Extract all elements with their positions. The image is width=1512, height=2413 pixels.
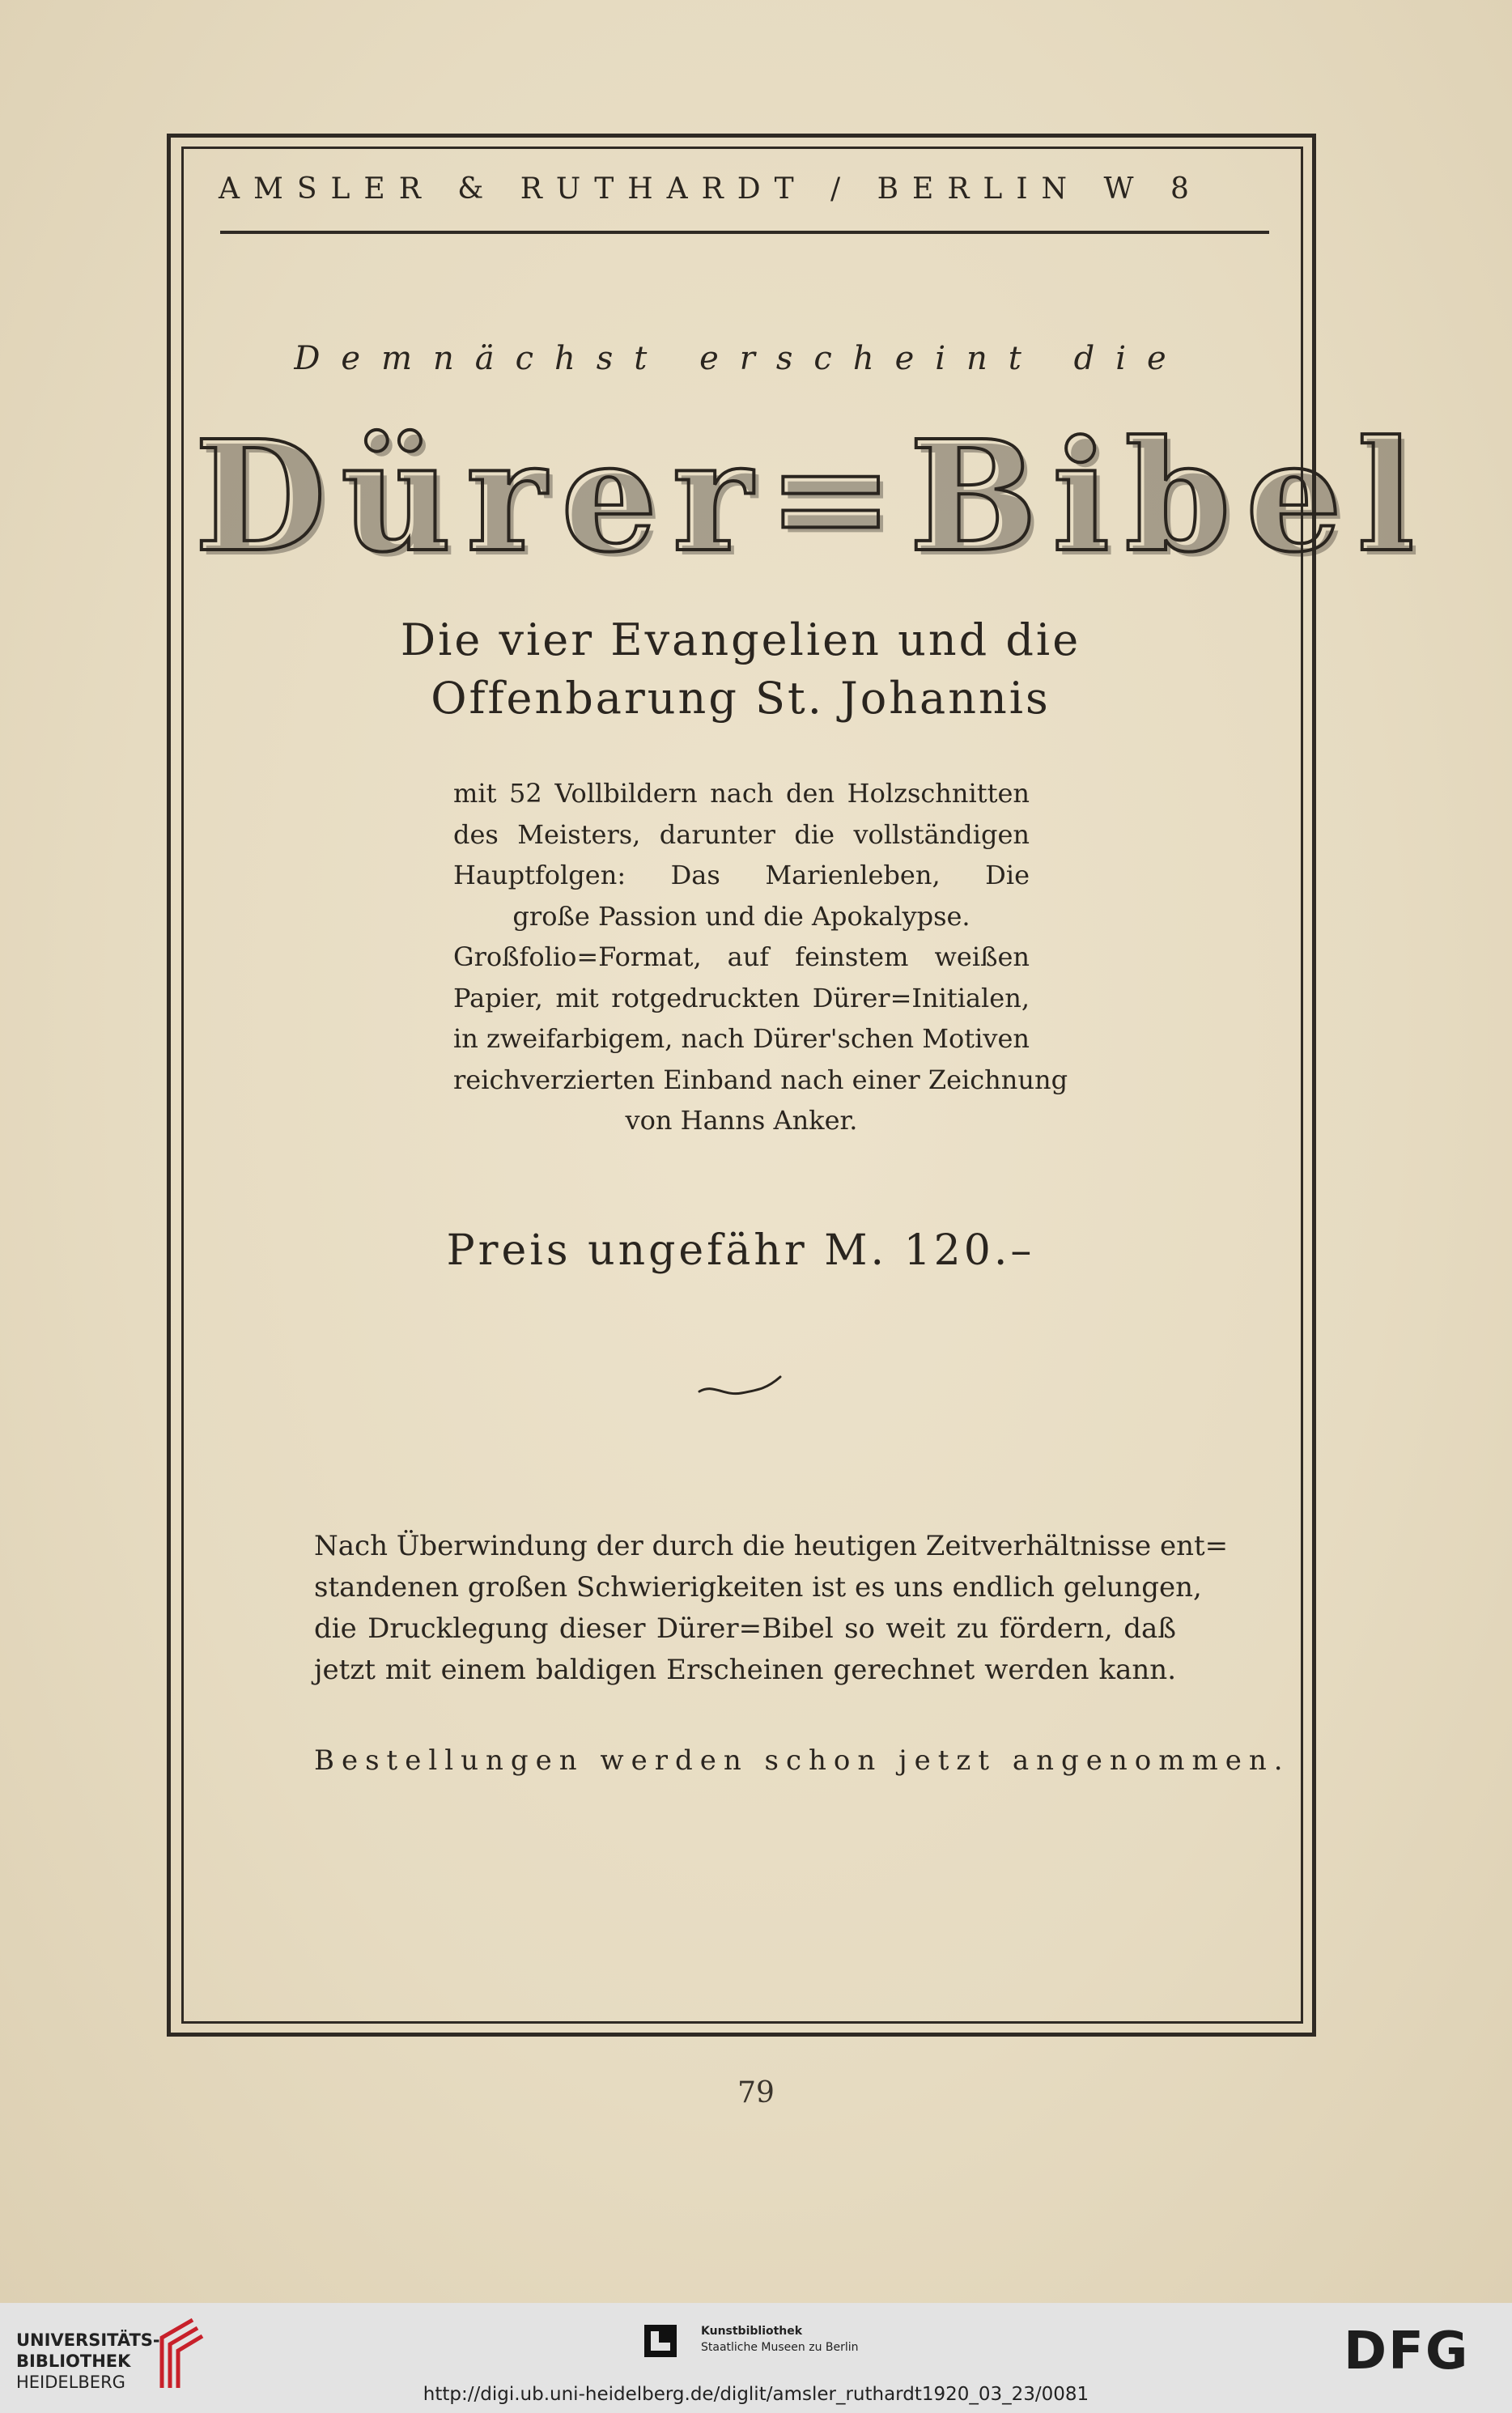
kunstbibliothek-logo-icon[interactable] [644,2325,677,2357]
subtitle [194,611,1287,728]
dfg-logo[interactable]: DFG [1344,2322,1470,2381]
description-line: des Meisters, darunter die vollständigen [453,818,1030,850]
announcement-line: Demnächst erscheint die [294,340,1187,377]
university-line-1: UNIVERSITÄTS- [16,2330,160,2350]
notice-line: die Drucklegung dieser Dürer=Bibel so weit zu fördern, daß [314,1612,1176,1645]
description-line: Papier, mit rotgedruckten Dürer=Initialen, [453,982,1030,1013]
description-line: mit 52 Vollbildern nach den Holzschnitten [453,778,1030,809]
notice-line: Nach Überwindung der durch die heutigen Zeitverhältnisse ent= [314,1530,1229,1562]
subtitle-line-1: Die vier Evangelien und die [400,614,1081,665]
swash-ornament-icon [696,1372,785,1404]
publisher-header: AMSLER & RUTHARDT / BERLIN W 8 [219,172,1203,206]
description-line: in zweifarbigem, nach Dürer'schen Motiven [453,1023,1030,1054]
kunstbibliothek-line-1: Kunstbibliothek [701,2325,803,2338]
notice-line: jetzt mit einem baldigen Erscheinen gerechnet werden kann. [314,1654,1176,1686]
price-line: Preis ungefähr M. 120.– [446,1226,1035,1275]
notice-paragraph [314,1526,1229,1691]
description-paragraph [453,773,1068,1141]
page-title: Dürer=Bibel [194,407,1429,586]
university-line-3: HEIDELBERG [16,2373,125,2392]
description-line: reichverzierten Einband nach einer Zeichnung [453,1064,1068,1095]
kunstbibliothek-line-2: Staatliche Museen zu Berlin [701,2341,859,2354]
subtitle-line-2: Offenbarung St. Johannis [431,673,1051,724]
page-number: 79 [737,2076,775,2109]
description-line: Hauptfolgen: Das Marienleben, Die [453,860,1030,890]
description-line: Großfolio=Format, auf feinstem weißen [453,941,1030,972]
description-line: große Passion und die Apokalypse. [512,900,970,932]
notice-line: standenen großen Schwierigkeiten ist es uns endlich gelungen, [314,1571,1202,1604]
orders-line: Bestellungen werden schon jetzt angenommen. [314,1744,1290,1777]
description-line: von Hanns Anker. [625,1105,858,1136]
permalink-url[interactable]: http://digi.ub.uni-heidelberg.de/diglit/amsler_ruthardt1920_03_23/0081 [423,2384,1089,2405]
university-line-2: BIBLIOTHEK [16,2351,131,2371]
kunstbibliothek-label[interactable] [701,2323,859,2356]
university-logo-icon[interactable] [151,2313,207,2394]
header-divider [220,231,1269,234]
